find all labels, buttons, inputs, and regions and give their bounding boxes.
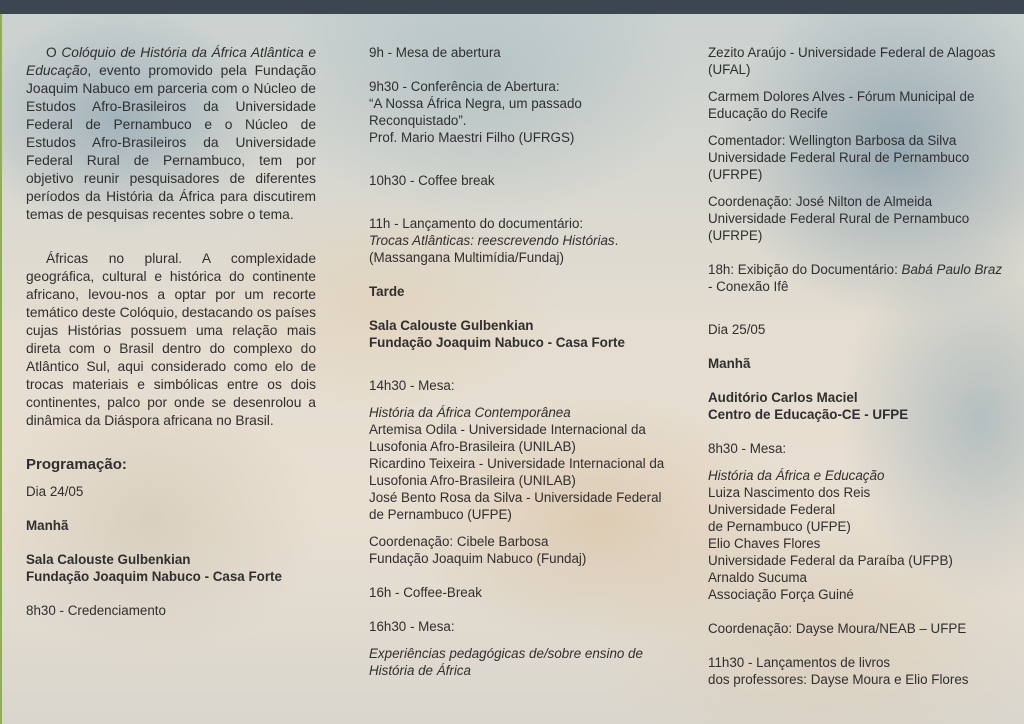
panel-2-commentator: Comentador: Wellington Barbosa da Silva — [708, 133, 957, 148]
documentary-title-period: . — [614, 233, 619, 248]
panel-2-title: Experiências pedagógicas de/sobre ensino de História de África — [369, 646, 643, 678]
morning-label: Manhã — [26, 518, 69, 533]
panel-1-participant: Artemisa Odila - Universidade Internacional da Lusofonia Afro-Brasileira (UNILAB) — [369, 422, 646, 454]
column-right — [708, 44, 1008, 688]
panel-2-coordinator: Coordenação: José Nilton de Almeida — [708, 194, 933, 209]
venue-line-1: Sala Calouste Gulbenkian — [26, 552, 191, 567]
day-label: Dia 24/05 — [26, 484, 84, 499]
event-title: Colóquio de História da África Atlântica e Educação — [26, 45, 316, 78]
top-bar — [0, 0, 1024, 14]
panel-2-time: 16h30 - Mesa: — [369, 619, 455, 634]
programacao-heading: Programação: — [26, 456, 127, 473]
panel-3-participant-org: Universidade Federal da Paraíba (UFPB) — [708, 553, 953, 568]
registration-item: 8h30 - Credenciamento — [26, 603, 166, 618]
intro-text-rest: , evento promovido pela Fundação Joaquim Nabuco em parceria com o Núcleo de Estudos Afro-Brasileiros da Universidade Federal de Pernambuco e o Núcleo de Estudos Afro-Brasileiros da Universidade Federal Rural de Pernambuco, tem por objetivo reunir pesquisadores de diferentes períodos da História da África para discutirem temas de pesquisas recentes sobre o tema. — [26, 63, 316, 222]
panel-3-participant-org: de Pernambuco (UFPE) — [708, 519, 851, 534]
screening-title: Babá Paulo Braz — [901, 262, 1003, 277]
morning-label: Manhã — [708, 356, 751, 371]
day-label: Dia 25/05 — [708, 322, 766, 337]
panel-3-participant: Luiza Nascimento dos Reis — [708, 485, 871, 500]
panel-3-participant-org: Associação Força Guiné — [708, 587, 854, 602]
column-middle — [369, 44, 669, 679]
intro-paragraph — [26, 44, 316, 224]
left-edge-line — [0, 14, 2, 724]
second-paragraph: Áfricas no plural. A complexidade geográfica, cultural e histórica do continente africano, levou-nos a optar por um recorte temático deste Colóquio, destacando os países cujas Histórias possuem uma relação mais direta com o Brasil dentro do complexo do Atlântico Sul, aqui considerado como elo de trocas materiais e simbólicas entre os dois continentes, palco por onde se desenrolou a dinâmica da Diáspora africana no Brasil. — [26, 251, 316, 428]
coffee-break-1: 10h30 - Coffee break — [369, 173, 495, 188]
screening-producer: - Conexão Ifê — [708, 279, 789, 294]
panel-2-commentator-org: Universidade Federal Rural de Pernambuco (UFRPE) — [708, 150, 970, 182]
venue-line-2: Fundação Joaquim Nabuco - Casa Forte — [26, 569, 282, 584]
panel-3-participant: Arnaldo Sucuma — [708, 570, 807, 585]
book-launch-authors: dos professores: Dayse Moura e Elio Flores — [708, 672, 969, 687]
venue-line-2: Centro de Educação-CE - UFPE — [708, 407, 909, 422]
panel-1-coordinator: Coordenação: Cibele Barbosa — [369, 534, 549, 549]
documentary-producer: (Massangana Multimídia/Fundaj) — [369, 250, 564, 265]
documentary-title: Trocas Atlânticas: reescrevendo Histórias — [369, 233, 615, 248]
screening-text: 18h: Exibição do Documentário: — [708, 262, 902, 277]
book-launch: 11h30 - Lançamentos de livros — [708, 655, 891, 670]
panel-3-time: 8h30 - Mesa: — [708, 441, 787, 456]
panel-2-coordinator-org: Universidade Federal Rural de Pernambuco (UFRPE) — [708, 211, 970, 243]
documentary-launch: 11h - Lançamento do documentário: — [369, 216, 584, 231]
column-left — [26, 44, 316, 619]
panel-2-participant: Zezito Araújo - Universidade Federal de Alagoas (UFAL) — [708, 45, 996, 77]
panel-1-participant: José Bento Rosa da Silva - Universidade Federal de Pernambuco (UFPE) — [369, 490, 662, 522]
panel-3-participant: Elio Chaves Flores — [708, 536, 821, 551]
conference-time: 9h30 - Conferência de Abertura: — [369, 79, 560, 94]
panel-2-participant: Carmem Dolores Alves - Fórum Municipal de Educação do Recife — [708, 89, 975, 121]
panel-1-participant: Ricardino Teixeira - Universidade Internacional da Lusofonia Afro-Brasileira (UNILAB) — [369, 456, 665, 488]
conference-speaker: Prof. Mario Maestri Filho (UFRGS) — [369, 130, 575, 145]
documentary-screening — [708, 261, 1008, 295]
afternoon-label: Tarde — [369, 284, 405, 299]
conference-title: “A Nossa África Negra, um passado Reconquistado”. — [369, 96, 582, 128]
panel-3-coordinator: Coordenação: Dayse Moura/NEAB – UFPE — [708, 621, 967, 636]
venue-line-1: Sala Calouste Gulbenkian — [369, 318, 534, 333]
panel-3-participant-org: Universidade Federal — [708, 502, 836, 517]
panel-1-title: História da África Contemporânea — [369, 405, 571, 420]
panel-1-time: 14h30 - Mesa: — [369, 378, 455, 393]
panel-1-coordinator-org: Fundação Joaquim Nabuco (Fundaj) — [369, 551, 587, 566]
venue-line-2: Fundação Joaquim Nabuco - Casa Forte — [369, 335, 625, 350]
venue-line-1: Auditório Carlos Maciel — [708, 390, 858, 405]
opening-table: 9h - Mesa de abertura — [369, 45, 501, 60]
documentary-title-line — [369, 232, 669, 249]
panel-3-title: História da África e Educação — [708, 468, 885, 483]
intro-text-start: O — [46, 45, 62, 60]
coffee-break-2: 16h - Coffee-Break — [369, 585, 482, 600]
